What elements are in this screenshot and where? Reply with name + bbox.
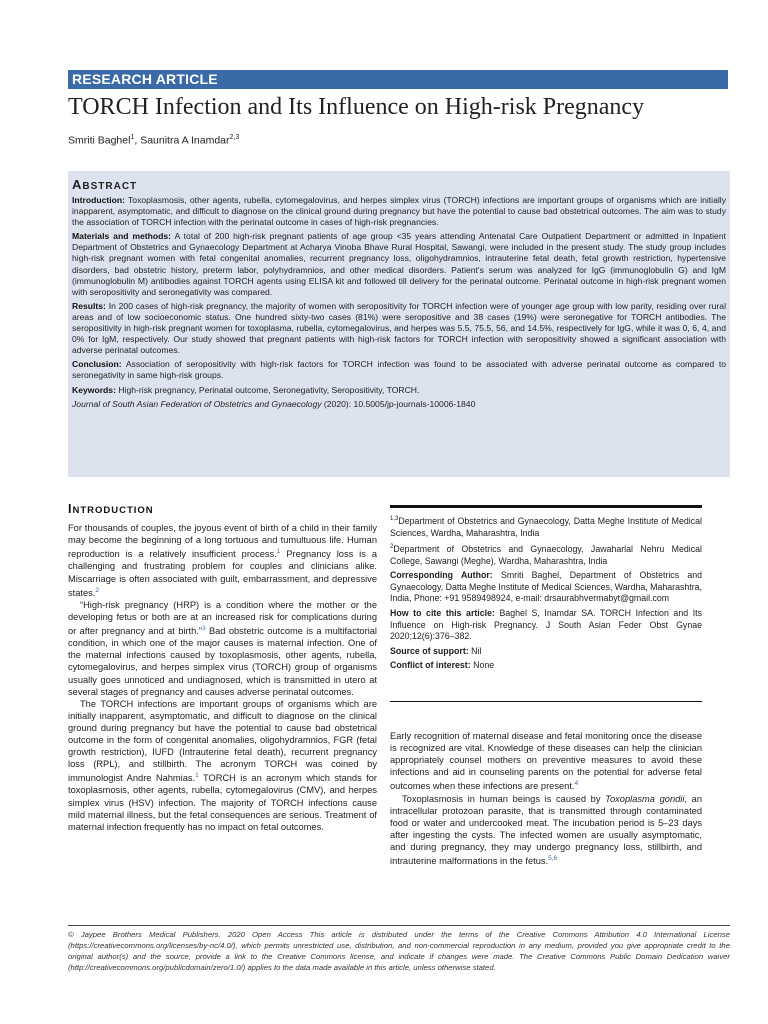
how-to-cite: How to cite this article: Baghel S, Inamdar SA. TORCH Infection and Its Influence on High-risk Pregnancy. J South Asian Feder Obst Gynae 2020;12(6):376–382. [390, 608, 702, 642]
abstract-methods: Materials and methods: A total of 200 high-risk pregnant patients of age group <35 years attending Antenatal Care Outpatient Department or admitted in Inpatient Department of Obstetrics and Gynaecology Department at Acharya Vinoba Bhave Rural Hospital, Sawangi, were included in the present study. The study group includes high-risk pregnant women with fetal congenital anomalies, recurrent pregnancy loss, oligohydramnios, intrauterine fetal death, fetal growth restriction, hypertensive disorders, bad obstetric history, preterm labor, polyhydramnios, and other medical disorders. Patient's serum was analyzed for IgG (immunoglobulin G) and IgM (immunoglobulin M) antibodies against TORCH agents using ELISA kit and followed till delivery for the perinatal outcome. Perinatal outcome in high-risk pregnant women with seropositivity and seronegativity was compared. [72, 231, 727, 297]
reference-link[interactable]: 5,6 [548, 855, 558, 863]
body-paragraph: Toxoplasmosis in human beings is caused by Toxoplasma gondii, an intracellular protozoan parasite, that is transmitted through contaminated food or water and undercooked meat. The incubation period is 5–23 days after ingesting the cysts. The infected women are usually asymptomatic, and during pregnancy, they may undergo pregnancy loss, stillbirth, and intrauterine malformations in the fetus.$^{5,6}$ [390, 793, 703, 867]
affiliation-marker: 2,3 [229, 134, 240, 141]
introduction-heading: INTRODUCTION [68, 502, 154, 516]
author-name: Smriti Baghel [68, 134, 131, 147]
author-name: Saunitra A Inamdar [140, 134, 230, 147]
source-of-support: Source of support: Nil [390, 645, 482, 656]
author-list [68, 134, 239, 147]
abstract-results: Results: In 200 cases of high-risk pregnancy, the majority of women with seropositivity for TORCH infection were of younger age group with low parity, residing over rural areas and of low socioeconomic status. One hundred sixty-two cases (81%) were seropositive and 38 cases (19%) were seronegative for TORCH antibodies. The seropositivity in high-risk pregnant women for toxoplasma, rubella, cytomegalovirus, and herpes was 5.5, 75.5, 56, and 14.5%, respectively for IgG, while it was 0, 6, 4, and 0% for IgM, respectively. Our study showed that pregnant patients with high-risk factors for TORCH infection with seropositivity showed a significant association with adverse perinatal outcomes. [72, 300, 726, 356]
conflict-of-interest: Conflict of interest: None [390, 660, 495, 671]
license-footer: © Jaypee Brothers Medical Publishers. 2020 Open Access This article is distributed under the terms of the Creative Commons Attribution 4.0 International License (https://creativecommons.org/licenses/by-nc/4.0/), which permits unrestricted use, distribution, and non-commercial reproduction in any medium, provided you give appropriate credit to the original author(s) and the source, provide a link to the Creative Commons license, and indicate if changes were made. The Creative Commons Public Domain Dedication waiver (http://creativecommons.org/publicdomain/zero/1.0/) applies to the data made available in this article, unless otherwise stated. [68, 925, 730, 973]
article-title: TORCH Infection and Its Influence on High-risk Pregnancy [68, 94, 645, 120]
affiliation: $^2$Department of Obstetrics and Gynaecology, Jawaharlal Nehru Medical College, Sawangi (Meghe), Wardha, Maharashtra, India [390, 544, 702, 566]
reference-link[interactable]: 2 [95, 586, 100, 594]
author-separator: , [134, 134, 141, 147]
body-right-column [390, 730, 702, 867]
reference-link[interactable]: 1 [195, 772, 199, 780]
article-info-box [390, 505, 702, 702]
journal-citation: Journal of South Asian Federation of Obstetrics and Gynaecology (2020): 10.5005/jp-journals-10006-1840 [72, 398, 476, 409]
affiliation-marker: 1 [130, 134, 135, 141]
article-type-banner: RESEARCH ARTICLE [68, 70, 728, 89]
introduction-paragraph: For thousands of couples, the joyous event of birth of a child in their family may become the beginning of a long tortuous and tumultuous life. Human reproduction is a relatively insufficient process.$^1$ Pregnancy loss is a challenging and frustrating problem for couples and clinicians alike. Miscarriage is often associated with guilt, embarrassment, and depressive states.$^2$ [68, 523, 377, 598]
introduction-column [68, 503, 377, 833]
introduction-paragraph: The TORCH infections are important groups of organisms which are initially inapparent, asymptomatic, and difficult to diagnose on the clinical ground during pregnancy but have the potential to cause bad obstetrical outcome in the form of congenital anomalies, oligohydramnios, FGR (fetal growth restriction), IUFD (Intrauterine fetal death), recurrent pregnancy loss (RPL), and stillbirth. The acronym TORCH was coined by immunologist Andre Nahmias.$^1$ TORCH is an acronym which stands for toxoplasmosis, other agents, rubella, cytomegalovirus (CMV), and herpes simplex virus (HSV) infection. The majority of TORCH infections cause mild maternal illness, but the fetal consequences are serious. Treatment of maternal infection frequently has no impact on fetal outcomes. [68, 698, 377, 832]
abstract-conclusion: Conclusion: Association of seropositivity with high-risk factors for TORCH infection was found to be associated with adverse perinatal outcome as compared to seronegativity in same high-risk groups. [72, 359, 726, 381]
affiliation: $^{1,3}$Department of Obstetrics and Gynaecology, Datta Meghe Institute of Medical Sciences, Wardha, Maharashtra, India [390, 515, 702, 538]
reference-link[interactable]: 1 [276, 548, 281, 556]
body-paragraph: Early recognition of maternal disease and fetal monitoring once the disease is recognized are vital. Knowledge of these diseases can help the clinician appropriately counsel mothers on preventive measures to avoid these infections and aid in counseling parents on the potential for adverse fetal outcomes when these infections are present.$^4$ [390, 731, 702, 792]
reference-link[interactable]: 4 [574, 780, 579, 788]
reference-link[interactable]: 3 [201, 625, 206, 633]
abstract-keywords: Keywords: High-risk pregnancy, Perinatal outcome, Seronegativity, Seropositivity, TORCH. [72, 384, 420, 395]
abstract-box [68, 171, 730, 477]
abstract-introduction: Introduction: Toxoplasmosis, other agents, rubella, cytomegalovirus, and herpes simplex virus (TORCH) infections are important groups of organisms which are initially inapparent, asymptomatic, and difficult to diagnose on the clinical ground during pregnancy but have the potential to cause bad obstetrical outcomes. The aim was to study the association of TORCH infection with the perinatal outcome in cases of high-risk pregnancies. [72, 195, 726, 228]
corresponding-author: Corresponding Author: Smriti Baghel, Department of Obstetrics and Gynaecology, Datta Meghe Institute of Medical Sciences, Wardha, Maharashtra, India, Phone: +91 9589498924, e-mail: drsaurabhvermabyt@gmail.com [390, 570, 703, 604]
abstract-heading: ABSTRACT [72, 177, 138, 192]
introduction-paragraph: “High-risk pregnancy (HRP) is a condition where the mother or the developing fetus or both are at an increased risk for complications during or after pregnancy and at birth.”$^3$ Bad obstetric outcome is a multifactorial condition, in which one of the major causes is maternal infection. One of the maternal infections caused by toxoplasmosis, other agents, rubella, cytomegalovirus, and herpes simplex virus (TORCH) group of organisms usually goes unnoticed and undiagnosed, which is transmitted in utero at several stages of pregnancy and causes adverse perinatal outcomes. [68, 599, 378, 697]
